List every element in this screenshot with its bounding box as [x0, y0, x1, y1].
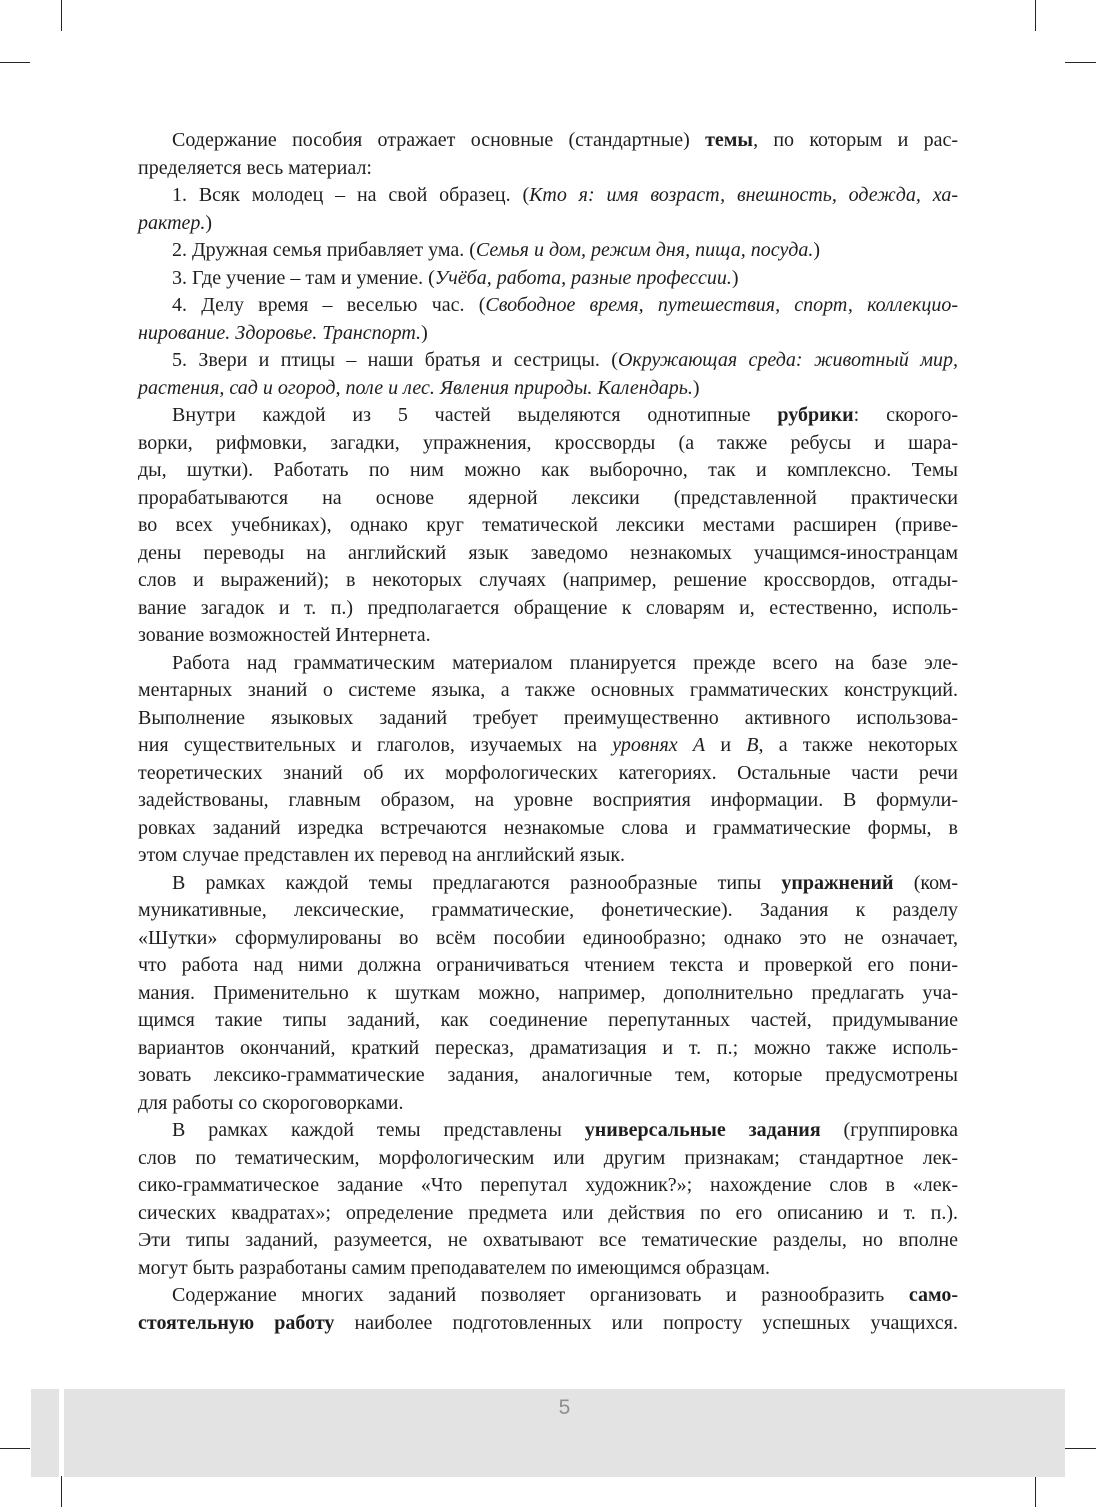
text-run: сических квадратах»; определение предмета или действия по его описанию и т. п.). [138, 1201, 958, 1224]
text-line [138, 512, 958, 540]
text-run: 4. Делу время – веселью час. ( [172, 294, 486, 316]
paragraph [138, 1282, 958, 1337]
text-run: темы [705, 129, 754, 151]
text-run: В [746, 734, 759, 756]
crop-mark-top-left-horizontal [0, 62, 30, 63]
text-run: ) [731, 266, 739, 289]
text-line [138, 210, 958, 238]
text-run: ) [205, 211, 213, 234]
text-line [138, 925, 958, 953]
text-line [138, 155, 958, 183]
text-run: Семья и дом, режим дня, пища, посуда. [475, 239, 814, 261]
text-line [138, 347, 958, 375]
text-line [138, 320, 958, 348]
text-line [138, 1062, 958, 1090]
text-run: Выполнение языковых заданий требует преимущественно активного использова- [138, 706, 958, 729]
text-line [138, 1172, 958, 1200]
crop-mark-bottom-left-horizontal [0, 1448, 30, 1449]
crop-mark-top-left-vertical [61, 0, 62, 31]
text-run: ровках заданий изредка встречаются незнакомые слова и грамматические формы, в [138, 816, 958, 839]
text-run: само- [908, 1284, 958, 1306]
text-run: щимся такие типы заданий, как соединение перепутанных частей, придумывание [138, 1009, 958, 1031]
text-run: ) [692, 376, 700, 399]
text-line [138, 182, 958, 210]
text-run: (группировка [820, 1119, 958, 1141]
crop-mark-bottom-left-vertical [61, 1476, 62, 1507]
text-run: Свободное время, путешествия, спорт, коллекцио- [485, 294, 958, 316]
text-run: универсальные задания [584, 1119, 821, 1141]
text-line [138, 677, 958, 705]
footer-bar-left [31, 1389, 59, 1477]
text-run: 1. Всяк молодец – на свой образец. ( [172, 184, 530, 206]
text-run: слов по тематическим, морфологическим или другим признакам; стандартное лек- [138, 1146, 958, 1169]
text-run: ды, шутки). Работать по ним можно как выборочно, так и комплексно. Темы [138, 459, 958, 481]
crop-mark-top-right-vertical [1035, 0, 1036, 31]
text-run: вание загадок и т. п.) предполагается обращение к словарям и, естественно, исполь- [138, 596, 958, 619]
text-run: рактер. [138, 211, 206, 234]
text-line [138, 650, 958, 678]
crop-mark-bottom-right-vertical [1035, 1476, 1036, 1507]
text-line [138, 622, 958, 650]
text-line [138, 1035, 958, 1063]
text-run: Кто я: имя возраст, внешность, одежда, ха- [529, 184, 958, 206]
text-run: ворки, рифмовки, загадки, упражнения, кроссворды (а также ребусы и шара- [138, 431, 958, 454]
text-run: ментарных знаний о системе языка, а также основных грамматических конструкций. [138, 679, 958, 701]
text-run: : скорого- [853, 404, 959, 426]
text-run: мания. Применительно к шуткам можно, например, дополнительно предлагать уча- [138, 981, 958, 1004]
paragraph [138, 402, 958, 650]
text-line [138, 1227, 958, 1255]
text-line [138, 815, 958, 843]
text-run: теоретических знаний об их морфологических категориях. Остальные части речи [138, 761, 958, 784]
text-run: Внутри каждой из 5 частей выделяются однотипные [172, 404, 778, 426]
text-run: слов и выражений); в некоторых случаях (например, решение кроссвордов, отгады- [138, 569, 958, 591]
text-run: рубрики [777, 404, 854, 426]
text-run: упражнений [781, 871, 894, 894]
text-line [138, 237, 958, 265]
text-run: могут быть разработаны самим преподавателем по имеющимся образцам. [138, 1256, 770, 1279]
text-run: прорабатываются на основе ядерной лексики (представленной практически [138, 486, 958, 509]
text-line [138, 1117, 958, 1145]
text-run: В рамках каждой темы предлагаются разнообразные типы [172, 871, 782, 894]
text-line [138, 292, 958, 320]
text-line [138, 402, 958, 430]
text-run: (ком- [893, 871, 958, 894]
text-run: зовать лексико-грамматические задания, аналогичные тем, которые предусмотрены [138, 1064, 958, 1086]
text-run: наиболее подготовленных или попросту успешных учащихся. [334, 1311, 958, 1334]
paragraph [138, 870, 958, 1118]
paragraph [138, 347, 958, 402]
text-line [138, 1310, 958, 1338]
text-line [138, 705, 958, 733]
text-run: «Шутки» сформулированы во всём пособии единообразно; однако это не означает, [138, 926, 958, 949]
text-run: нирование. Здоровье. Транспорт. [138, 321, 422, 344]
text-run: дены переводы на английский язык заведомо незнакомых учащимся-иностранцам [138, 541, 958, 564]
text-line [138, 265, 958, 293]
text-run: 3. Где учение – там и умение. ( [172, 266, 435, 289]
text-line [138, 430, 958, 458]
text-block [138, 127, 958, 1337]
text-line [138, 1007, 958, 1035]
text-line [138, 787, 958, 815]
paragraph [138, 265, 958, 293]
text-line [138, 567, 958, 595]
text-run: Содержание многих заданий позволяет организовать и разнообразить [172, 1284, 909, 1306]
text-run: ) [421, 321, 428, 344]
text-run: , по которым и рас- [753, 129, 959, 151]
text-line [138, 485, 958, 513]
text-run: зование возможностей Интернета. [138, 624, 431, 646]
text-run: растения, сад и огород, поле и лес. Явления природы. Календарь. [138, 376, 693, 399]
text-line [138, 980, 958, 1008]
text-run: 5. Звери и птицы – наши братья и сестрицы. ( [172, 349, 618, 371]
paragraph [138, 1117, 958, 1282]
paragraph [138, 127, 958, 182]
text-run: ) [813, 239, 821, 261]
text-line [138, 1145, 958, 1173]
text-run: В рамках каждой темы представлены [172, 1119, 585, 1141]
text-run: Окружающая среда: животный мир, [617, 349, 958, 371]
text-line [138, 595, 958, 623]
text-line [138, 952, 958, 980]
text-run: уровнях А [612, 734, 706, 756]
text-run: вариантов окончаний, краткий пересказ, драматизация и т. п.; можно также исполь- [138, 1036, 958, 1059]
text-line [138, 732, 958, 760]
text-run: стоятельную работу [138, 1311, 335, 1334]
text-line [138, 1090, 958, 1118]
text-run: задействованы, главным образом, на уровне восприятия информации. В формули- [138, 789, 958, 811]
text-run: и [705, 734, 747, 756]
text-run: во всех учебниках), однако круг тематической лексики местами расширен (приве- [138, 514, 958, 536]
text-line [138, 1255, 958, 1283]
text-line [138, 127, 958, 155]
text-run: ния существительных и глаголов, изучаемых на [138, 734, 613, 756]
text-run: Эти типы заданий, разумеется, не охватывают все тематические разделы, но вполне [138, 1229, 958, 1251]
text-line [138, 457, 958, 485]
text-run: пределяется весь материал: [138, 156, 372, 179]
text-run: что работа над ними должна ограничиваться чтением текста и проверкой его пони- [138, 954, 958, 976]
paragraph [138, 237, 958, 265]
text-line [138, 760, 958, 788]
text-line [138, 1200, 958, 1228]
paragraph [138, 182, 958, 237]
text-run: этом случае представлен их перевод на английский язык. [138, 844, 626, 866]
page-number: 5 [558, 1396, 571, 1419]
text-run: сико-грамматическое задание «Что перепутал художник?»; нахождение слов в «лек- [138, 1174, 958, 1196]
text-run: для работы со скороговорками. [138, 1091, 404, 1114]
crop-mark-bottom-right-horizontal [1065, 1448, 1096, 1449]
text-line [138, 870, 958, 898]
text-run: Учёба, работа, разные профессии. [434, 266, 732, 289]
text-run: муникативные, лексические, грамматические, фонетические). Задания к разделу [138, 899, 958, 921]
crop-mark-top-right-horizontal [1065, 62, 1096, 63]
text-line [138, 897, 958, 925]
text-line [138, 1282, 958, 1310]
text-line [138, 375, 958, 403]
text-run: Работа над грамматическим материалом планируется прежде всего на базе эле- [172, 651, 958, 674]
paragraph [138, 650, 958, 870]
text-line [138, 842, 958, 870]
text-run: Содержание пособия отражает основные (стандартные) [172, 129, 706, 151]
text-run: 2. Дружная семья прибавляет ума. ( [172, 239, 476, 261]
text-run: , а также некоторых [758, 734, 959, 756]
text-line [138, 540, 958, 568]
paragraph [138, 292, 958, 347]
